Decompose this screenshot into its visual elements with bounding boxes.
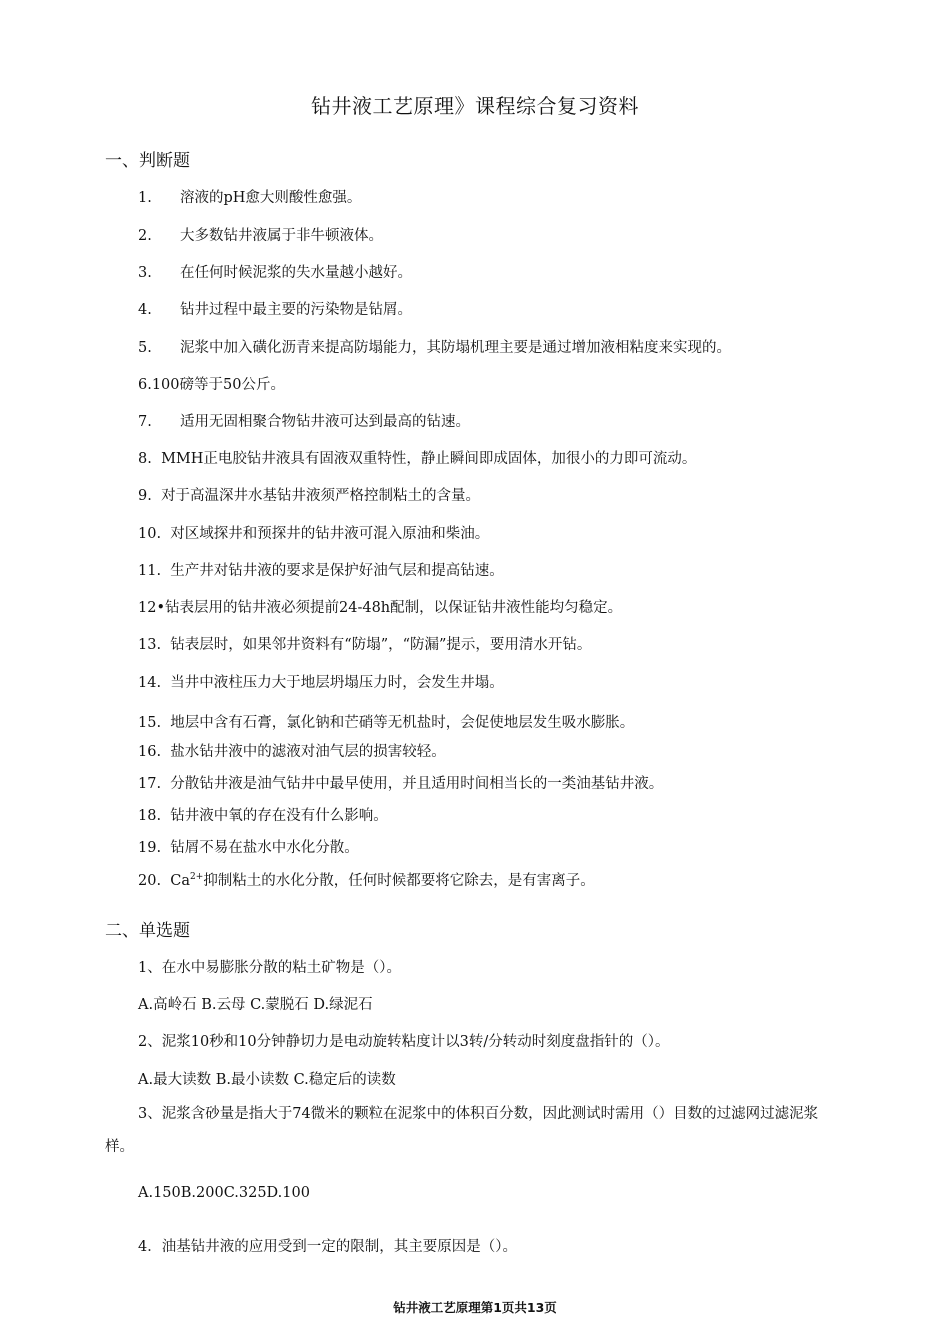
item-text: 12•钻表层用的钻井液必须提前24-48h配制，以保证钻井液性能均匀稳定。	[138, 600, 623, 616]
question-2-options: A.最大读数 B.最小读数 C.稳定后的读数	[138, 1072, 396, 1088]
list-item	[138, 224, 383, 245]
list-item	[138, 410, 470, 431]
list-item	[138, 711, 634, 732]
item-number: 5.	[138, 340, 152, 356]
item-text: 钻井液中氧的存在没有什么影响。	[170, 808, 388, 824]
item-text: 当井中液柱压力大于地层坍塌压力时，会发生井塌。	[170, 675, 504, 691]
item-number: 8.	[138, 451, 152, 467]
list-item	[138, 836, 359, 857]
list-item	[138, 740, 446, 761]
list-item	[138, 186, 361, 207]
question-1: 1、在水中易膨胀分散的粘土矿物是（）。	[138, 960, 401, 976]
list-item	[138, 596, 622, 617]
list-item	[138, 804, 388, 825]
list-item	[138, 373, 285, 394]
item-text: 6.100磅等于50公斤。	[138, 377, 285, 393]
item-text: 泥浆中加入磺化沥青来提高防塌能力，其防塌机理主要是通过增加液相粘度来实现的。	[180, 340, 731, 356]
list-item	[138, 484, 480, 505]
item-number: 16.	[138, 744, 162, 760]
item-number: 14.	[138, 675, 162, 691]
item-number: 11.	[138, 563, 162, 579]
item-number: 4.	[138, 302, 152, 318]
list-item	[138, 671, 504, 692]
item-number: 3.	[138, 265, 152, 281]
item-text: 分散钻井液是油气钻井中最早使用，并且适用时间相当长的一类油基钻井液。	[170, 776, 664, 792]
item-text: 对区域探井和预探井的钻井液可混入原油和柴油。	[170, 526, 490, 542]
item-number: 9.	[138, 488, 152, 504]
list-item	[138, 772, 663, 793]
list-item	[138, 633, 591, 654]
item-text: 抑制粘土的水化分散，任何时候都要将它除去，是有害离子。	[203, 873, 595, 889]
item-number: 13.	[138, 637, 162, 653]
list-item	[138, 447, 696, 468]
list-item	[138, 261, 412, 282]
page-title: 钻井液工艺原理》课程综合复习资料	[311, 94, 639, 118]
item-text: 适用无固相聚合物钻井液可达到最高的钻速。	[180, 414, 470, 430]
item-text: 钻表层时，如果邻井资料有“防塌”，“防漏”提示，要用清水开钻。	[170, 637, 592, 653]
item-text: 溶液的pH愈大则酸性愈强。	[180, 190, 362, 206]
item-number: 20.	[138, 873, 162, 889]
item-number: 2.	[138, 228, 152, 244]
item-text: 地层中含有石膏，氯化钠和芒硝等无机盐时，会促使地层发生吸水膨胀。	[170, 715, 635, 731]
ion-symbol: Ca	[170, 873, 191, 889]
page-footer: 钻井液工艺原理第1页共13页	[393, 1300, 557, 1315]
item-number: 15.	[138, 715, 162, 731]
list-item	[138, 559, 504, 580]
item-number: 10.	[138, 526, 162, 542]
item-number: 7.	[138, 414, 152, 430]
item-number: 19.	[138, 840, 162, 856]
question-3-options: A.150B.200C.325D.100	[138, 1185, 310, 1201]
item-number: 1.	[138, 190, 152, 206]
item-number: 18.	[138, 808, 162, 824]
list-item	[138, 336, 731, 357]
section-heading-single-choice: 二、单选题	[105, 921, 190, 941]
list-item	[138, 869, 595, 890]
item-text: 大多数钻井液属于非牛顿液体。	[180, 228, 383, 244]
item-text: 钻井过程中最主要的污染物是钻屑。	[180, 302, 412, 318]
question-2: 2、泥浆10秒和10分钟静切力是电动旋转粘度计以3转/分转动时刻度盘指针的（）。	[138, 1034, 670, 1050]
list-item	[138, 298, 412, 319]
calcium-ion	[170, 873, 203, 889]
list-item	[138, 522, 489, 543]
item-text: 对于高温深井水基钻井液须严格控制粘土的含量。	[161, 488, 481, 504]
item-number: 17.	[138, 776, 162, 792]
question-1-options: A.高岭石 B.云母 C.蒙脱石 D.绿泥石	[138, 997, 373, 1013]
item-text: 在任何时候泥浆的失水量越小越好。	[180, 265, 412, 281]
item-text: 生产井对钻井液的要求是保护好油气层和提高钻速。	[170, 563, 504, 579]
section-heading-true-false: 一、判断题	[105, 151, 190, 171]
item-text: 钻屑不易在盐水中水化分散。	[170, 840, 359, 856]
question-4: 4．油基钻井液的应用受到一定的限制，其主要原因是（）。	[138, 1239, 517, 1255]
item-text: MMH正电胶钻井液具有固液双重特性，静止瞬间即成固体，加很小的力即可流动。	[161, 451, 697, 467]
question-3: 3、泥浆含砂量是指大于74微米的颗粒在泥浆中的体积百分数，因此测试时需用（）目数的过滤网过滤泥浆样。	[105, 1106, 819, 1155]
item-text: 盐水钻井液中的滤液对油气层的损害较轻。	[170, 744, 446, 760]
ion-charge: 2+	[190, 872, 204, 883]
